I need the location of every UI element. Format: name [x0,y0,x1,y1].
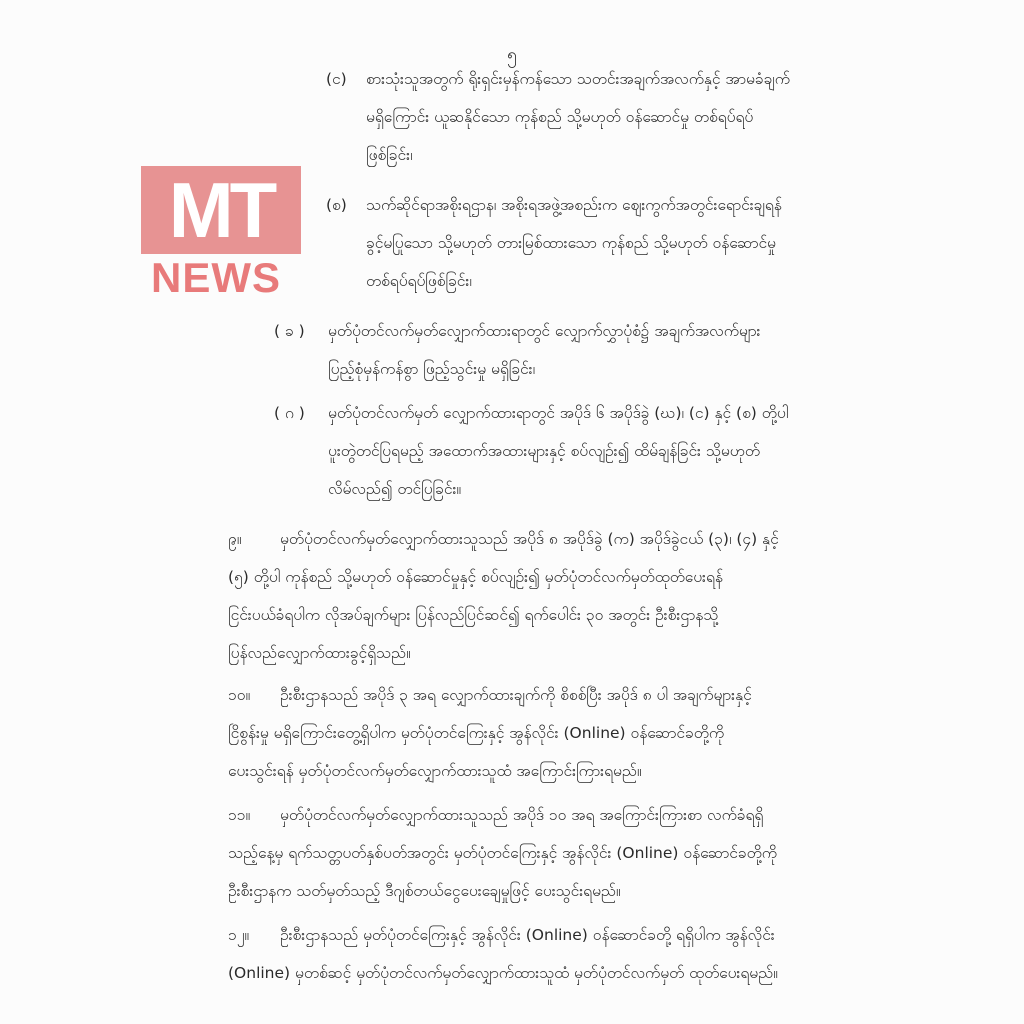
section-9-line-2: (၅) တို့ပါ ကုန်စည် သို့မဟုတ် ဝန်ဆောင်မှုနှင့် စပ်လျဉ်း၍ မှတ်ပုံတင်လက်မှတ်ထုတ်ပေးရန် [228,568,723,586]
section-9 [228,520,868,672]
item-c [326,60,866,174]
section-10-line-1-text: ဦးစီးဌာနသည် အပိုဒ် ၃ အရ လျှောက်ထားချက်ကို စိစစ်ပြီး အပိုဒ် ၈ ပါ အချက်များနှင့် [280,686,752,704]
item-d [326,186,866,300]
item-g-line-2: ပူးတွဲတင်ပြရမည့် အထောက်အထားများနှင့် စပ်လျဉ်း၍ ထိမ်ချန်ခြင်း သို့မဟုတ် [328,442,761,460]
item-g-marker: ( ဂ ) [274,404,305,422]
item-d-marker: (စ) [326,196,347,214]
section-12-line-1 [228,916,868,954]
page-number: ၅ [506,44,518,65]
section-9-line-1-text: မှတ်ပုံတင်လက်မှတ်လျှောက်ထားသူသည် အပိုဒ် ၈ အပိုဒ်ခွဲ (က) အပိုဒ်ခွဲငယ် (၃)၊ (၄) နှင့် [280,530,779,548]
section-10-line-2: ငြိစွန်းမှု မရှိကြောင်းတွေ့ရှိပါက မှတ်ပုံတင်ကြေးနှင့် အွန်လိုင်း (Online) ဝန်ဆောင်ခတို့ကို [228,724,724,742]
item-c-line-3: ဖြစ်ခြင်း၊ [366,146,413,164]
section-12-line-1-text: ဦးစီးဌာနသည် မှတ်ပုံတင်ကြေးနှင့် အွန်လိုင်း (Online) ဝန်ဆောင်ခတို့ ရရှိပါက အွန်လိုင်း [280,926,775,944]
section-10-line-1 [228,676,868,714]
logo-word: NEWS [151,254,281,301]
item-d-line-3: တစ်ရပ်ရပ်ဖြစ်ခြင်း၊ [366,272,472,290]
section-12-line-2: (Online) မှတစ်ဆင့် မှတ်ပုံတင်လက်မှတ်လျှောက်ထားသူထံ မှတ်ပုံတင်လက်မှတ် ထုတ်ပေးရမည်။ [228,964,778,982]
item-g-line-3: လိမ်လည်၍ တင်ပြခြင်း။ [328,480,462,498]
section-9-line-1 [228,520,868,558]
section-12 [228,916,868,992]
item-b-line-1: မှတ်ပုံတင်လက်မှတ်လျှောက်ထားရာတွင် လျှောက်လွှာပုံစံ၌ အချက်အလက်များ [328,322,761,340]
logo-mark-text: MT [168,166,274,254]
item-d-line-2: ခွင့်မပြုသော သို့မဟုတ် တားမြစ်ထားသော ကုန်စည် သို့မဟုတ် ဝန်ဆောင်မှု [366,234,776,252]
section-11 [228,796,868,910]
item-c-line-2: မရှိကြောင်း ယူဆနိုင်သော ကုန်စည် သို့မဟုတ် ဝန်ဆောင်မှု တစ်ရပ်ရပ် [366,108,754,126]
section-10-number: ၁၀။ [228,686,251,704]
section-11-line-3: ဦးစီးဌာနက သတ်မှတ်သည့် ဒီဂျစ်တယ်ငွေပေးချေမှုဖြင့် ပေးသွင်းရမည်။ [228,882,621,900]
section-12-number: ၁၂။ [228,926,250,944]
item-b [274,312,874,388]
item-b-marker: ( ခ ) [274,322,305,340]
section-11-number: ၁၁။ [228,806,251,824]
section-11-line-1 [228,796,868,834]
item-b-line-2: ပြည့်စုံမှန်ကန်စွာ ဖြည့်သွင်းမှု မရှိခြင်း၊ [328,360,536,378]
item-c-line-1: စားသုံးသူအတွက် ရိုးရှင်းမှန်ကန်သော သတင်းအချက်အလက်နှင့် အာမခံချက် [366,70,790,88]
section-11-line-2: သည့်နေ့မှ ရက်သတ္တပတ်နှစ်ပတ်အတွင်း မှတ်ပုံတင်ကြေးနှင့် အွန်လိုင်း (Online) ဝန်ဆောင်ခတို့ကို [228,844,777,862]
section-11-line-1-text: မှတ်ပုံတင်လက်မှတ်လျှောက်ထားသူသည် အပိုဒ် ၁၀ အရ အကြောင်းကြားစာ လက်ခံရရှိ [280,806,764,824]
logo-mark-box [141,166,301,254]
item-c-marker: (င) [326,70,347,88]
section-9-number: ၉။ [228,530,242,548]
item-g [274,394,874,508]
section-10 [228,676,868,790]
item-d-line-1: သက်ဆိုင်ရာအစိုးရဌာန၊ အစိုးရအဖွဲ့အစည်းက ဈေးကွက်အတွင်းရောင်းချရန် [366,196,782,214]
section-10-line-3: ပေးသွင်းရန် မှတ်ပုံတင်လက်မှတ်လျှောက်ထားသူထံ အကြောင်းကြားရမည်။ [228,762,642,780]
item-g-line-1: မှတ်ပုံတင်လက်မှတ် လျှောက်ထားရာတွင် အပိုဒ် ၆ အပိုဒ်ခွဲ (ဃ)၊ (င) နှင့် (စ) တို့ပါ [328,404,789,422]
section-9-line-3: ငြင်းပယ်ခံရပါက လိုအပ်ချက်များ ပြန်လည်ပြင်ဆင်၍ ရက်ပေါင်း ၃၀ အတွင်း ဦးစီးဌာနသို့ [228,606,719,624]
section-9-line-4: ပြန်လည်လျှောက်ထားခွင့်ရှိသည်။ [228,644,411,662]
mt-news-logo [141,166,301,302]
